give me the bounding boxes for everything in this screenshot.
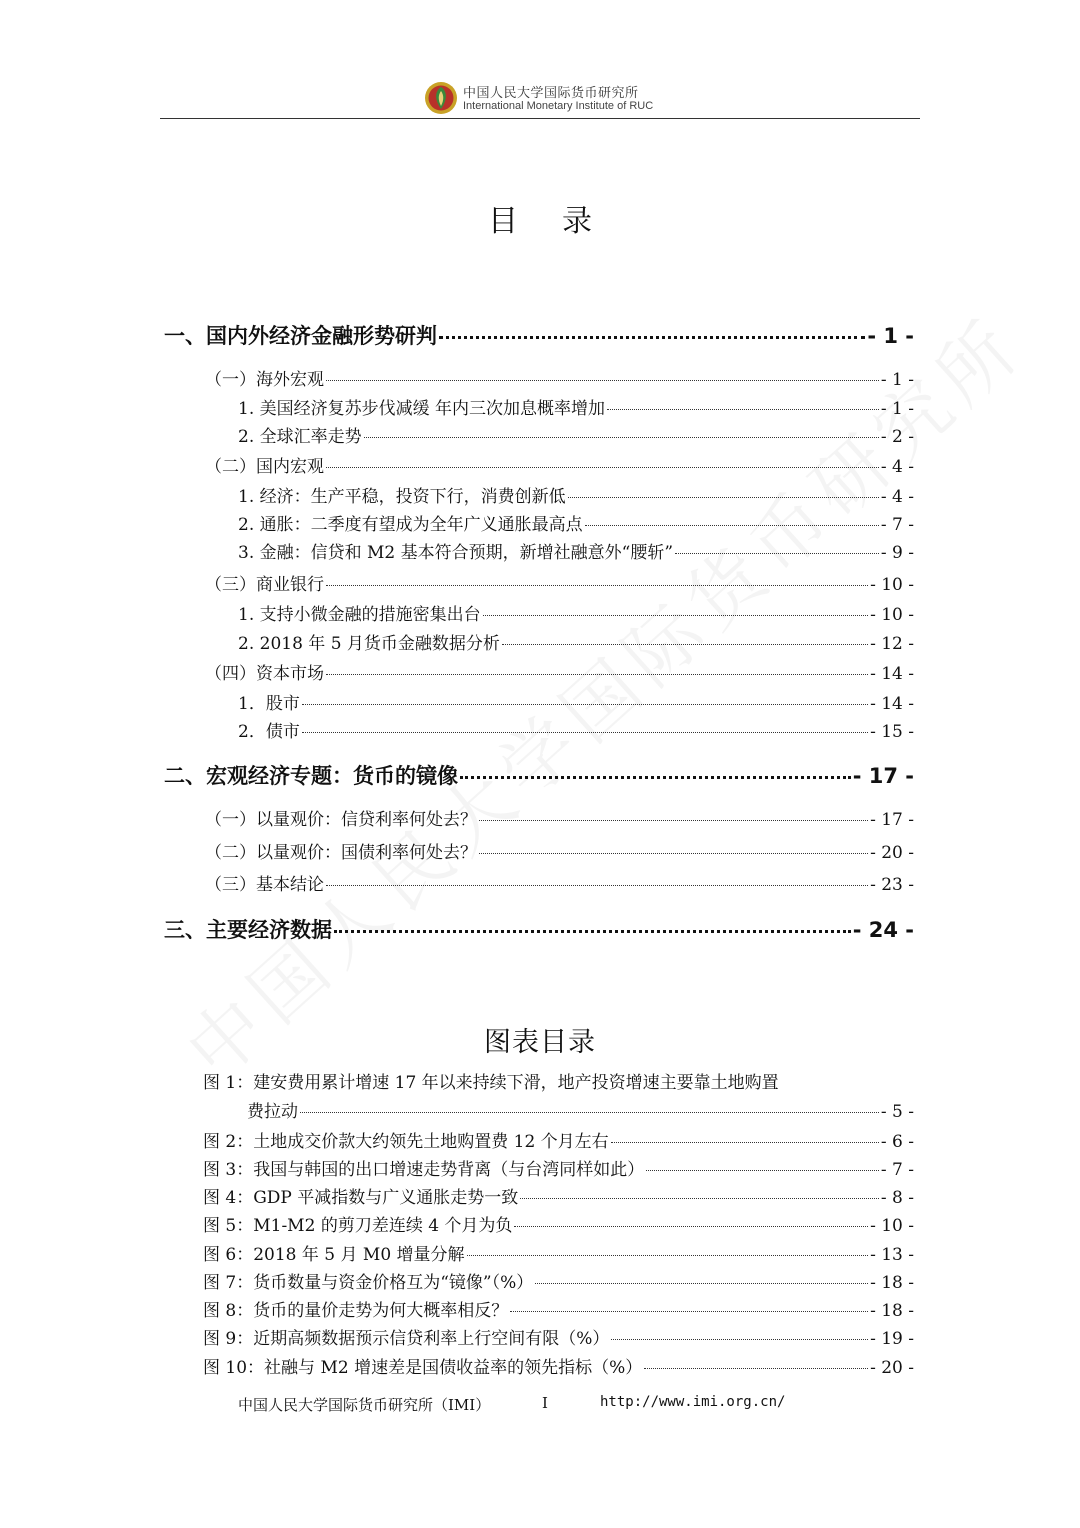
- figure-entry-text: 图 3：我国与韩国的出口增速走势背离（与台湾同样如此）: [203, 1160, 645, 1180]
- toc-entry-page: - 1 -: [880, 370, 914, 390]
- dot-leader: [520, 1198, 879, 1199]
- figure-entry-page: - 7 -: [880, 1160, 914, 1180]
- dot-leader: [514, 1226, 868, 1227]
- toc-entry-page: - 24 -: [852, 918, 914, 942]
- toc-entry-page: - 23 -: [870, 875, 914, 895]
- toc-entry-text: （一）海外宏观: [205, 370, 324, 390]
- toc-entry-text: 二、宏观经济专题：货币的镜像: [164, 764, 458, 788]
- toc-entry[interactable]: [238, 600, 914, 625]
- dot-leader: [334, 930, 851, 933]
- figure-entry-page: - 18 -: [870, 1273, 914, 1293]
- dot-leader: [479, 820, 868, 821]
- toc-entry-page: - 12 -: [870, 634, 914, 654]
- toc-entry[interactable]: [205, 570, 914, 595]
- toc-entry[interactable]: [238, 394, 914, 419]
- toc-entry[interactable]: [205, 452, 914, 477]
- figure-entry[interactable]: [203, 1324, 914, 1349]
- figure-entry[interactable]: [203, 1155, 914, 1180]
- toc-entry[interactable]: [205, 805, 914, 830]
- figure-entry[interactable]: [203, 1268, 914, 1293]
- toc-entry[interactable]: [238, 510, 914, 535]
- figure-entry-text: 图 7：货币数量与资金价格互为“镜像”（%）: [203, 1273, 534, 1293]
- dot-leader: [302, 732, 868, 733]
- dot-leader: [300, 1112, 879, 1113]
- toc-entry-text: 1. 美国经济复苏步伐减缓 年内三次加息概率增加: [238, 399, 606, 419]
- toc-entry-page: - 9 -: [880, 543, 914, 563]
- figure-entry-text: 图 4：GDP 平减指数与广义通胀走势一致: [203, 1188, 519, 1208]
- toc-entry-text: （四）资本市场: [205, 664, 324, 684]
- toc-entry-page: - 1 -: [867, 324, 914, 348]
- toc-entry[interactable]: [238, 538, 914, 563]
- figure-entry[interactable]: [203, 1127, 914, 1152]
- dot-leader: [326, 674, 868, 675]
- toc-entry-text: 1. 支持小微金融的措施密集出台: [238, 605, 481, 625]
- figure-entry-text: 费拉动: [247, 1102, 298, 1122]
- toc-entry-text: 一、国内外经济金融形势研判: [164, 324, 437, 348]
- dot-leader: [467, 1255, 869, 1256]
- dot-leader: [611, 1339, 868, 1340]
- toc-entry-page: - 1 -: [880, 399, 914, 419]
- header-divider: [160, 118, 920, 119]
- figure-entry-text: 图 9：近期高频数据预示信贷利率上行空间有限（%）: [203, 1329, 610, 1349]
- dot-leader: [510, 1311, 868, 1312]
- toc-entry-text: 三、主要经济数据: [164, 918, 332, 942]
- toc-entry[interactable]: [164, 760, 914, 790]
- toc-entry[interactable]: [164, 914, 914, 944]
- toc-entry-text: 2．债市: [238, 722, 300, 742]
- toc-entry-text: 3. 金融：信贷和 M2 基本符合预期，新增社融意外“腰斩”: [238, 543, 674, 563]
- toc-entry[interactable]: [238, 482, 914, 507]
- toc-entry-page: - 10 -: [870, 605, 914, 625]
- dot-leader: [364, 437, 879, 438]
- dot-leader: [585, 525, 879, 526]
- dot-leader: [326, 380, 879, 381]
- figure-entry-text: 图 10：社融与 M2 增速差是国债收益率的领先指标（%）: [203, 1358, 643, 1378]
- figure-entry-page: - 6 -: [880, 1132, 914, 1152]
- toc-entry[interactable]: [238, 629, 914, 654]
- toc-entry-text: 2. 2018 年 5 月货币金融数据分析: [238, 634, 500, 654]
- dot-leader: [607, 409, 879, 410]
- toc-entry[interactable]: [164, 320, 914, 350]
- toc-entry[interactable]: [205, 838, 914, 863]
- toc-entry-page: - 10 -: [870, 575, 914, 595]
- toc-entry[interactable]: [205, 659, 914, 684]
- figure-entry[interactable]: [203, 1240, 914, 1265]
- header-org-chinese: 中国人民大学国际货币研究所: [463, 86, 639, 101]
- dot-leader: [611, 1142, 879, 1143]
- figure-entry-page: - 13 -: [870, 1245, 914, 1265]
- dot-leader: [302, 704, 868, 705]
- dot-leader: [326, 885, 868, 886]
- dot-leader: [502, 644, 868, 645]
- toc-entry[interactable]: [238, 717, 914, 742]
- figure-entry-page: - 5 -: [880, 1102, 914, 1122]
- toc-entry-page: - 2 -: [880, 427, 914, 447]
- dot-leader: [644, 1368, 868, 1369]
- toc-entry[interactable]: [205, 870, 914, 895]
- toc-entry-text: 2. 全球汇率走势: [238, 427, 362, 447]
- toc-title: 目录: [488, 204, 636, 239]
- figure-entry-page: - 8 -: [880, 1188, 914, 1208]
- page-header: [0, 78, 1080, 118]
- toc-entry-page: - 14 -: [870, 664, 914, 684]
- figure-entry-text: 图 8：货币的量价走势为何大概率相反？: [203, 1301, 509, 1321]
- figure-entry[interactable]: [203, 1183, 914, 1208]
- toc-entry-page: - 4 -: [880, 487, 914, 507]
- figure-entry-text: 图 2：土地成交价款大约领先土地购置费 12 个月左右: [203, 1132, 609, 1152]
- toc-entry-text: （二）国内宏观: [205, 457, 324, 477]
- dot-leader: [483, 615, 868, 616]
- toc-entry-page: - 4 -: [880, 457, 914, 477]
- toc-entry-text: 2. 通胀：二季度有望成为全年广义通胀最高点: [238, 515, 583, 535]
- toc-entry-text: （三）基本结论: [205, 875, 324, 895]
- toc-entry-text: （三）商业银行: [205, 575, 324, 595]
- dot-leader: [439, 336, 865, 339]
- institute-logo-icon: [424, 81, 458, 115]
- figure-entry-text: 图 6：2018 年 5 月 M0 增量分解: [203, 1245, 465, 1265]
- toc-entry[interactable]: [205, 365, 914, 390]
- header-org-english: International Monetary Institute of RUC: [463, 100, 654, 112]
- figure-entry-page: - 10 -: [870, 1216, 914, 1236]
- figure-entry-text: 图 5：M1-M2 的剪刀差连续 4 个月为负: [203, 1216, 513, 1236]
- toc-entry-text: 1. 经济：生产平稳，投资下行，消费创新低: [238, 487, 566, 507]
- toc-entry-text: （一）以量观价：信贷利率何处去？: [205, 810, 477, 830]
- toc-entry-page: - 17 -: [870, 810, 914, 830]
- toc-entry[interactable]: [238, 422, 914, 447]
- figure-entry[interactable]: [203, 1296, 914, 1321]
- footer-org: 中国人民大学国际货币研究所（IMI）: [238, 1396, 491, 1414]
- toc-entry-page: - 20 -: [870, 843, 914, 863]
- dot-leader: [646, 1170, 879, 1171]
- toc-entry-text: 1．股市: [238, 694, 300, 714]
- footer-page-number: I: [542, 1394, 548, 1412]
- toc-entry-page: - 15 -: [870, 722, 914, 742]
- figure-entry[interactable]: [203, 1211, 914, 1236]
- toc-entry-page: - 14 -: [870, 694, 914, 714]
- toc-entry-text: （二）以量观价：国债利率何处去？: [205, 843, 477, 863]
- toc-entry[interactable]: [238, 689, 914, 714]
- footer-url: http://www.imi.org.cn/: [600, 1394, 786, 1410]
- figure-entry-page: - 18 -: [870, 1301, 914, 1321]
- figure-entry-page: - 20 -: [870, 1358, 914, 1378]
- figure-entry-page: - 19 -: [870, 1329, 914, 1349]
- toc-entry-page: - 17 -: [852, 764, 914, 788]
- dot-leader: [479, 853, 868, 854]
- figure-entry[interactable]: [203, 1353, 914, 1378]
- dot-leader: [675, 553, 879, 554]
- figure-list-title: 图表目录: [484, 1027, 596, 1058]
- toc-entry-page: - 7 -: [880, 515, 914, 535]
- dot-leader: [535, 1283, 868, 1284]
- figure-entry-first-line[interactable]: 图 1：建安费用累计增速 17 年以来持续下滑，地产投资增速主要靠土地购置: [203, 1073, 779, 1093]
- dot-leader: [326, 585, 868, 586]
- figure-entry[interactable]: [247, 1097, 914, 1122]
- dot-leader: [326, 467, 879, 468]
- dot-leader: [568, 497, 879, 498]
- dot-leader: [460, 776, 851, 779]
